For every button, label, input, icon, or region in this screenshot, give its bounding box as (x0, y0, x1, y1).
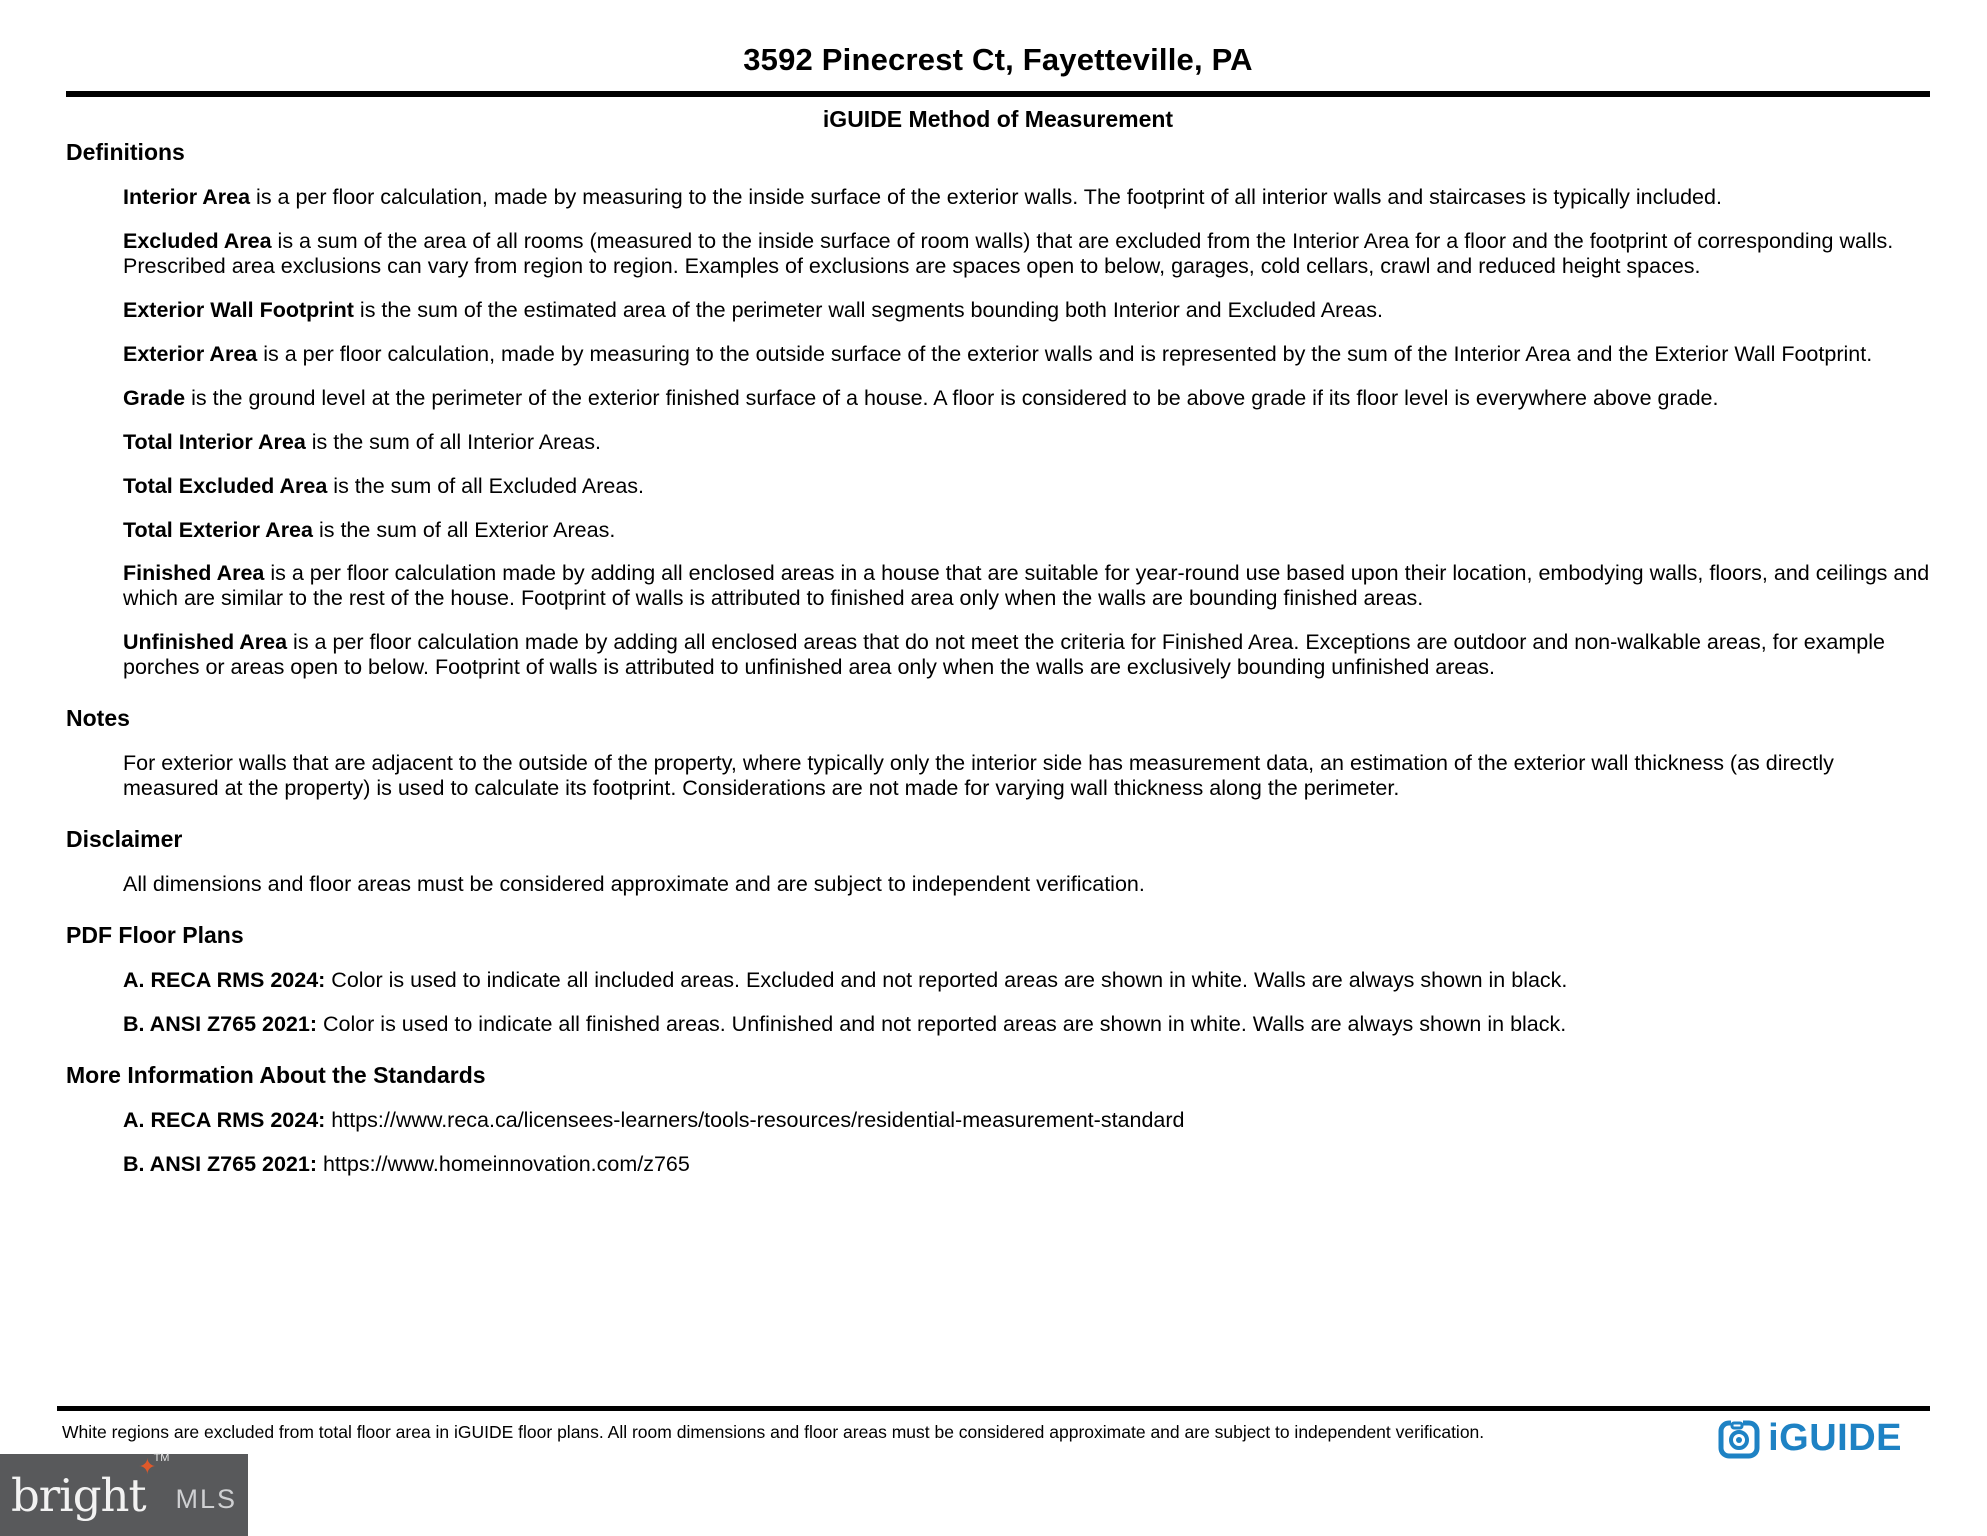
definition-text: is the sum of all Excluded Areas. (327, 473, 644, 498)
more-information-item-reca (123, 1108, 1930, 1133)
standard-url: https://www.reca.ca/licensees-learners/tools-resources/residential-measurement-standard (325, 1107, 1185, 1132)
section-heading-notes: Notes (66, 705, 130, 732)
bright-logo-t-letter: t (128, 1468, 146, 1522)
footer-divider (57, 1406, 1930, 1411)
pdf-floor-plans-item-reca (123, 968, 1930, 993)
definition-term: Exterior Wall Footprint (123, 297, 354, 322)
definition-total-exterior-area (123, 518, 1930, 543)
definition-text: is a sum of the area of all rooms (measured to the inside surface of room walls) that are excluded from the Interior Area for a floor and the footprint of corresponding walls. Prescribed area exclusions can vary from region to region. Examples of exclusions are spaces open to below, garages, cold cellars, crawl and reduced height spaces. (123, 228, 1894, 278)
standard-text: Color is used to indicate all finished areas. Unfinished and not reported areas are shown in white. Walls are always shown in black. (316, 1011, 1567, 1036)
definition-interior-area (123, 185, 1930, 210)
definition-term: Finished Area (123, 561, 265, 586)
section-heading-pdf-floor-plans: PDF Floor Plans (66, 922, 244, 948)
section-heading-more-information: More Information About the Standards (66, 1061, 486, 1088)
standard-url: https://www.homeinnovation.com/z765 (316, 1151, 690, 1176)
definition-text: is the sum of all Interior Areas. (305, 429, 601, 454)
definition-text: is a per floor calculation made by adding all enclosed areas in a house that are suitable for year-round use based upon their location, embodying walls, floors, and ceilings and which are similar to the rest of the house. Footprint of walls is attributed to finished area only when the walls are bounding finished areas. (123, 561, 1930, 611)
bright-logo-word (10, 1451, 170, 1522)
definition-text: is the ground level at the perimeter of the exterior finished surface of a house. A floor is considered to be above grade if its floor level is everywhere above grade. (185, 385, 1719, 410)
definition-excluded-area (123, 229, 1930, 279)
section-heading-disclaimer: Disclaimer (66, 826, 183, 853)
pdf-floor-plans-item-ansi (123, 1012, 1930, 1037)
definition-text: is a per floor calculation, made by measuring to the outside surface of the exterior walls and is represented by the sum of the Interior Area and the Exterior Wall Footprint. (257, 341, 1873, 366)
footer-disclaimer-text: White regions are excluded from total floor area in iGUIDE floor plans. All room dimensions and floor areas must be considered approximate and are subject to independent verification. (62, 1422, 1485, 1442)
standard-label: B. ANSI Z765 2021: (123, 1151, 317, 1176)
page-footer (0, 1406, 1987, 1536)
definition-term: Total Interior Area (123, 429, 306, 454)
standard-label: A. RECA RMS 2024: (123, 1107, 326, 1132)
bright-mls-logo (0, 1451, 248, 1536)
definition-exterior-area (123, 342, 1930, 367)
standard-text: Color is used to indicate all included areas. Excluded and not reported areas are shown in white. Walls are always shown in black. (325, 968, 1568, 992)
iguide-camera-icon (1717, 1416, 1761, 1460)
notes-paragraph: For exterior walls that are adjacent to the outside of the property, where typically only the interior side has measurement data, an estimation of the exterior wall thickness (as directly measured at the property) is used to calculate its footprint. Considerations are not made for varying wall thickness along the perimeter. (123, 751, 1834, 801)
standard-label: A. RECA RMS 2024: (123, 968, 326, 992)
definition-term: Total Excluded Area (123, 473, 328, 498)
definition-grade (123, 386, 1930, 411)
definition-term: Excluded Area (123, 228, 272, 253)
definition-term: Interior Area (123, 185, 251, 209)
trademark-symbol: TM (153, 1451, 170, 1464)
iguide-logo (1717, 1416, 1902, 1460)
definition-text: is the sum of the estimated area of the perimeter wall segments bounding both Interior and Excluded Areas. (353, 297, 1383, 322)
bright-logo-t (128, 1454, 157, 1522)
definition-total-interior-area (123, 430, 1930, 455)
header-divider (66, 91, 1930, 97)
definition-unfinished-area (123, 630, 1930, 680)
definition-exterior-wall-footprint (123, 298, 1930, 323)
definition-term: Unfinished Area (123, 630, 288, 655)
page-subtitle: iGUIDE Method of Measurement (822, 106, 1174, 132)
definition-total-excluded-area (123, 474, 1930, 499)
section-heading-definitions: Definitions (66, 139, 185, 165)
disclaimer-paragraph: All dimensions and floor areas must be considered approximate and are subject to independent verification. (123, 872, 1145, 897)
definition-finished-area (123, 561, 1930, 611)
more-information-item-ansi (123, 1152, 1930, 1177)
definition-text: is a per floor calculation made by adding all enclosed areas that do not meet the criteria for Finished Area. Exceptions are outdoor and non-walkable areas, for example porches or areas open to below. Footprint of walls is attributed to unfinished area only when the walls are exclusively bounding unfinished areas. (123, 630, 1885, 680)
definition-term: Exterior Area (123, 341, 258, 366)
definition-term: Total Exterior Area (123, 517, 313, 542)
star-icon: ✦ (138, 1454, 157, 1480)
definition-text: is the sum of all Exterior Areas. (312, 517, 616, 542)
page-title: 3592 Pinecrest Ct, Fayetteville, PA (743, 42, 1253, 77)
iguide-logo-text: iGUIDE (1768, 1416, 1902, 1459)
bright-logo-mls: MLS (175, 1483, 237, 1514)
definition-term: Grade (123, 385, 186, 410)
bright-logo-letters: brigh (10, 1468, 129, 1522)
standard-label: B. ANSI Z765 2021: (123, 1011, 317, 1036)
definition-text: is a per floor calculation, made by measuring to the inside surface of the exterior walls. The footprint of all interior walls and staircases is typically included. (250, 185, 1722, 209)
